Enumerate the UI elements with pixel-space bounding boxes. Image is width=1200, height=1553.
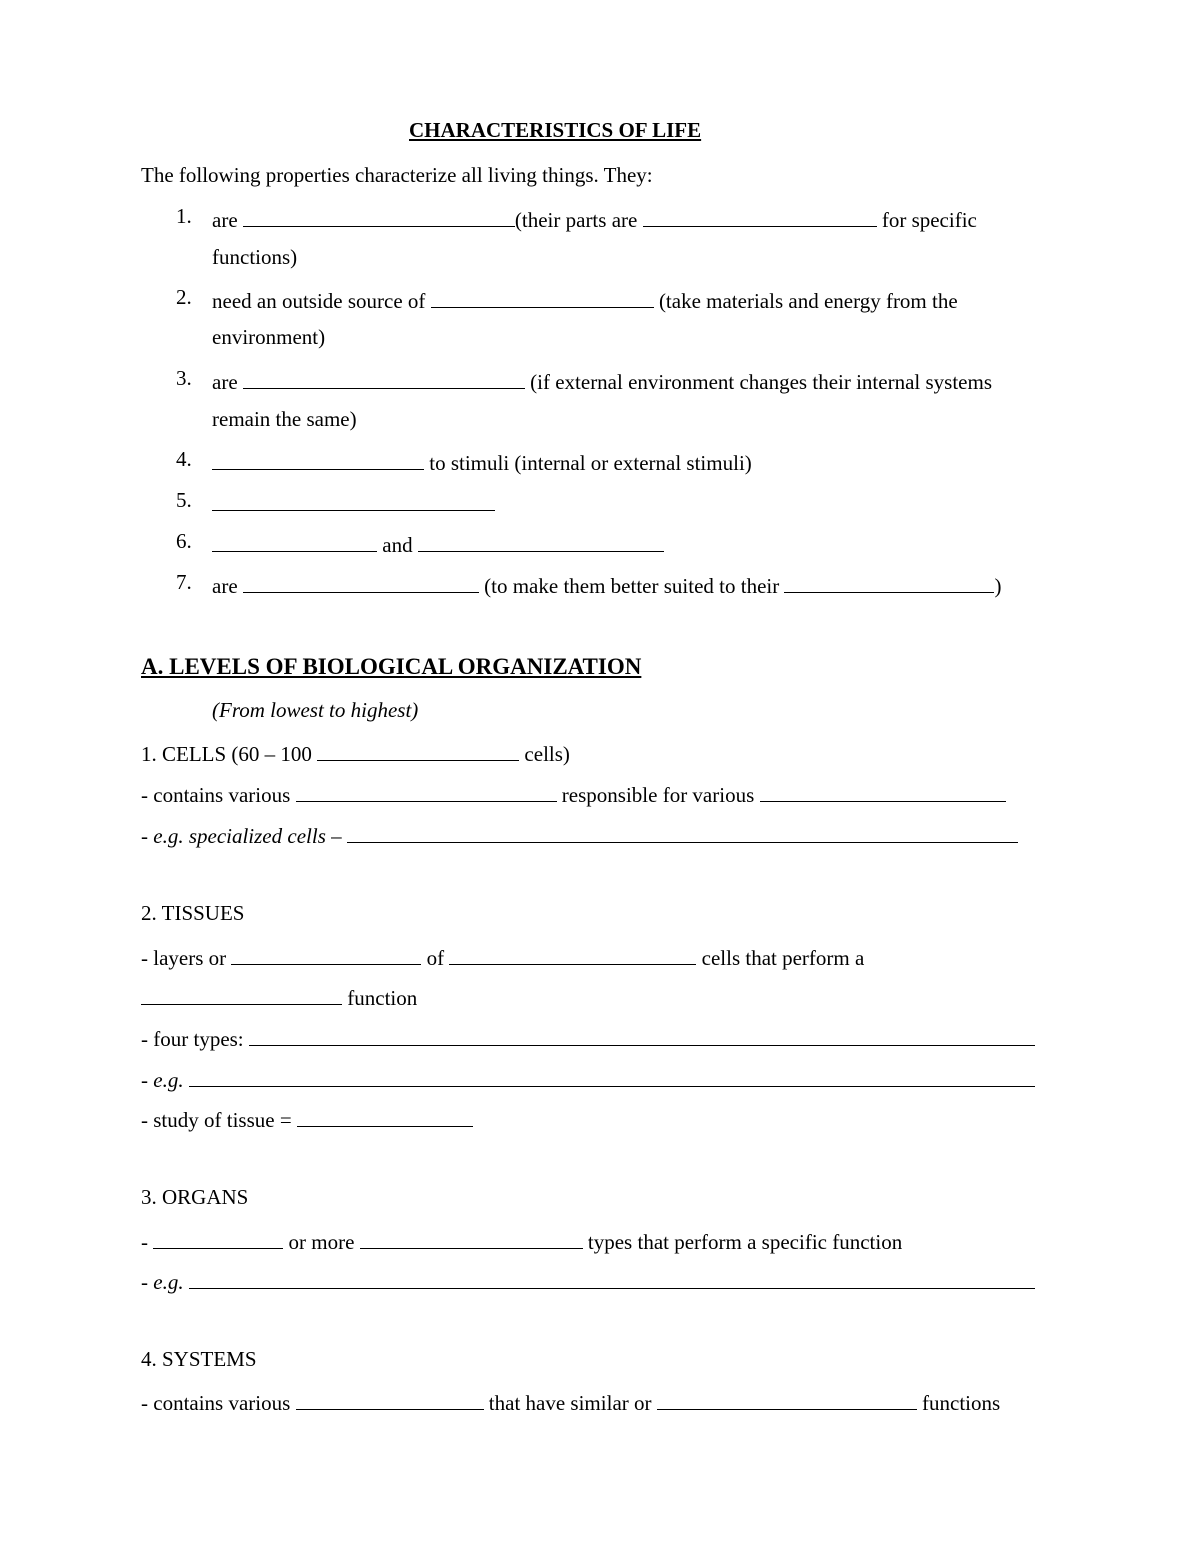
tissues-line-4 bbox=[141, 1066, 1035, 1091]
answer-blank[interactable] bbox=[243, 368, 525, 389]
organs-line-2 bbox=[141, 1268, 1035, 1293]
property-text: and bbox=[377, 533, 418, 557]
answer-blank[interactable] bbox=[243, 572, 479, 593]
line-text: cells that perform a bbox=[696, 946, 865, 970]
tissues-line-5 bbox=[141, 1106, 473, 1131]
organs-line-1 bbox=[141, 1228, 902, 1253]
property-text: are bbox=[212, 370, 243, 394]
tissues-line-1 bbox=[141, 944, 864, 969]
example-label: e.g. bbox=[153, 1270, 184, 1294]
answer-blank[interactable] bbox=[784, 572, 994, 593]
property-4 bbox=[212, 449, 752, 474]
property-number: 2. bbox=[176, 285, 192, 309]
example-label: e.g. specialized cells – bbox=[153, 824, 347, 848]
cells-heading bbox=[141, 740, 570, 765]
property-5 bbox=[212, 490, 495, 515]
property-2-continued: environment) bbox=[212, 325, 326, 349]
answer-blank[interactable] bbox=[189, 1066, 1035, 1087]
line-text: types that perform a specific function bbox=[582, 1230, 903, 1254]
property-text: (their parts are bbox=[514, 208, 643, 232]
line-text: - bbox=[141, 1068, 154, 1092]
answer-blank[interactable] bbox=[249, 1025, 1035, 1046]
property-text: need an outside source of bbox=[212, 289, 431, 313]
property-number: 7. bbox=[176, 570, 192, 594]
line-text: - bbox=[141, 824, 154, 848]
answer-blank[interactable] bbox=[317, 740, 519, 761]
property-7 bbox=[212, 572, 1001, 597]
answer-blank[interactable] bbox=[449, 944, 696, 965]
answer-blank[interactable] bbox=[431, 287, 654, 308]
property-text: (to make them better suited to their bbox=[478, 574, 785, 598]
cells-heading-text: cells) bbox=[519, 742, 570, 766]
property-text: are bbox=[212, 208, 243, 232]
answer-blank[interactable] bbox=[212, 449, 424, 470]
answer-blank[interactable] bbox=[297, 1106, 473, 1127]
answer-blank[interactable] bbox=[760, 781, 1006, 802]
answer-blank[interactable] bbox=[347, 822, 1018, 843]
answer-blank[interactable] bbox=[296, 781, 557, 802]
property-number: 6. bbox=[176, 529, 192, 553]
property-3 bbox=[212, 368, 992, 393]
line-text: - four types: bbox=[141, 1027, 249, 1051]
section-subtitle: (From lowest to highest) bbox=[212, 698, 419, 722]
property-text: (take materials and energy from the bbox=[653, 289, 958, 313]
line-text: function bbox=[342, 986, 418, 1010]
cells-line-2 bbox=[141, 822, 1018, 847]
property-text: (if external environment changes their internal systems bbox=[524, 370, 992, 394]
property-text: are bbox=[212, 574, 243, 598]
answer-blank[interactable] bbox=[360, 1228, 583, 1249]
intro-text: The following properties characterize all living things. They: bbox=[141, 163, 653, 187]
property-number: 3. bbox=[176, 366, 192, 390]
line-text: - study of tissue = bbox=[141, 1108, 297, 1132]
answer-blank[interactable] bbox=[231, 944, 421, 965]
line-text: - layers or bbox=[141, 946, 232, 970]
line-text: functions bbox=[916, 1391, 1001, 1415]
property-number: 5. bbox=[176, 488, 192, 512]
answer-blank[interactable] bbox=[643, 206, 877, 227]
property-6 bbox=[212, 531, 664, 556]
line-text: that have similar or bbox=[483, 1391, 657, 1415]
property-2 bbox=[212, 287, 958, 312]
example-label: e.g. bbox=[153, 1068, 184, 1092]
answer-blank[interactable] bbox=[141, 984, 342, 1005]
answer-blank[interactable] bbox=[296, 1389, 484, 1410]
answer-blank[interactable] bbox=[657, 1389, 917, 1410]
systems-heading: 4. SYSTEMS bbox=[141, 1347, 257, 1371]
answer-blank[interactable] bbox=[212, 531, 377, 552]
line-text: responsible for various bbox=[556, 783, 760, 807]
line-text: of bbox=[421, 946, 450, 970]
property-3-continued: remain the same) bbox=[212, 407, 357, 431]
line-text: or more bbox=[283, 1230, 360, 1254]
line-text: - bbox=[141, 1230, 154, 1254]
property-1-continued: functions) bbox=[212, 245, 298, 269]
organs-heading: 3. ORGANS bbox=[141, 1185, 249, 1209]
section-heading: A. LEVELS OF BIOLOGICAL ORGANIZATION bbox=[141, 654, 642, 679]
answer-blank[interactable] bbox=[418, 531, 664, 552]
answer-blank[interactable] bbox=[189, 1268, 1035, 1289]
cells-heading-text: 1. CELLS (60 – 100 bbox=[141, 742, 318, 766]
line-text: - contains various bbox=[141, 783, 296, 807]
property-text: ) bbox=[994, 574, 1002, 598]
property-text: to stimuli (internal or external stimuli) bbox=[424, 451, 752, 475]
property-number: 1. bbox=[176, 204, 192, 228]
page-title: CHARACTERISTICS OF LIFE bbox=[409, 118, 702, 142]
property-1 bbox=[212, 206, 977, 231]
systems-line-1 bbox=[141, 1389, 1000, 1414]
property-text: for specific bbox=[876, 208, 977, 232]
tissues-line-2 bbox=[141, 984, 417, 1009]
tissues-heading: 2. TISSUES bbox=[141, 901, 245, 925]
property-number: 4. bbox=[176, 447, 192, 471]
tissues-line-3 bbox=[141, 1025, 1035, 1050]
answer-blank[interactable] bbox=[243, 206, 515, 227]
line-text: - contains various bbox=[141, 1391, 296, 1415]
cells-line-1 bbox=[141, 781, 1006, 806]
line-text: - bbox=[141, 1270, 154, 1294]
answer-blank[interactable] bbox=[153, 1228, 283, 1249]
answer-blank[interactable] bbox=[212, 490, 495, 511]
